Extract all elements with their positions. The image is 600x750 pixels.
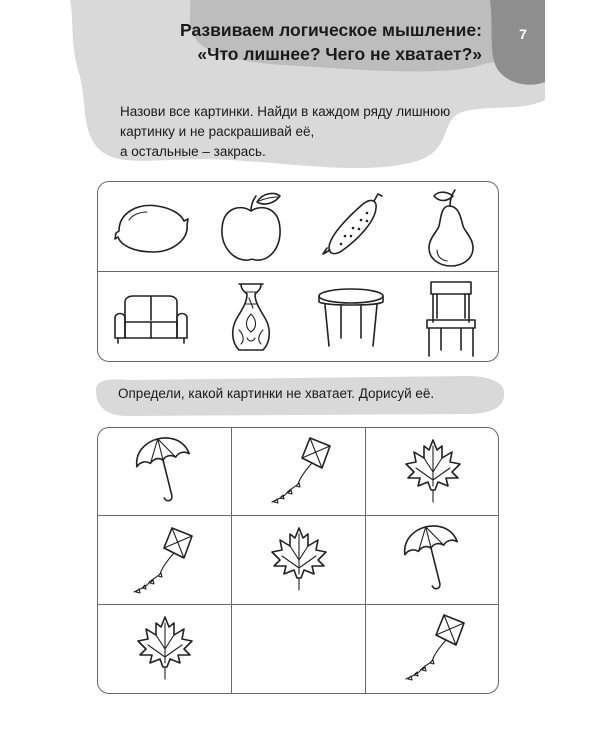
pear-picture[interactable] bbox=[401, 184, 501, 270]
grid-cell-maple-leaf[interactable] bbox=[366, 428, 500, 517]
vase-picture[interactable] bbox=[201, 274, 301, 360]
lemon-icon bbox=[101, 184, 201, 270]
missing-picture-grid bbox=[97, 427, 499, 694]
title-line-1: Развиваем логическое мышление: bbox=[180, 20, 482, 40]
maple-leaf-icon bbox=[366, 428, 500, 517]
task2-instruction: Определи, какой картинки не хватает. Дорисуй её. bbox=[118, 386, 435, 401]
page-number: 7 bbox=[519, 26, 527, 42]
sofa-picture[interactable] bbox=[101, 274, 201, 360]
instruction-line-2: картинку и не раскрашивай её, bbox=[120, 124, 315, 139]
kite-icon bbox=[232, 428, 366, 517]
maple-leaf-icon bbox=[98, 605, 232, 694]
maple-leaf-icon bbox=[232, 516, 366, 605]
table-picture[interactable] bbox=[301, 274, 401, 360]
kite-icon bbox=[98, 516, 232, 605]
page-title bbox=[180, 18, 482, 66]
instruction-line-3: а остальные – закрась. bbox=[120, 144, 266, 159]
grid-cell-maple-leaf[interactable] bbox=[98, 605, 232, 694]
lemon-picture[interactable] bbox=[101, 184, 201, 270]
grid-cell-kite[interactable] bbox=[232, 428, 366, 517]
grid-cell-empty[interactable] bbox=[232, 605, 366, 694]
grid-cell-kite[interactable] bbox=[98, 516, 232, 605]
grid-cell-umbrella[interactable] bbox=[98, 428, 232, 517]
kite-icon bbox=[366, 605, 500, 694]
grid-cell-maple-leaf[interactable] bbox=[232, 516, 366, 605]
chair-icon bbox=[401, 274, 501, 360]
table-icon bbox=[301, 274, 401, 360]
grid-cell-kite[interactable] bbox=[366, 605, 500, 694]
apple-icon bbox=[201, 184, 301, 270]
apple-picture[interactable] bbox=[201, 184, 301, 270]
grid-cell-umbrella[interactable] bbox=[366, 516, 500, 605]
umbrella-icon bbox=[98, 428, 232, 517]
cucumber-picture[interactable] bbox=[301, 184, 401, 270]
vase-icon bbox=[201, 274, 301, 360]
odd-one-out-grid bbox=[97, 181, 499, 362]
instruction-line-1: Назови все картинки. Найди в каждом ряду лишнюю bbox=[120, 104, 451, 119]
task1-instruction bbox=[120, 102, 460, 162]
title-line-2: «Что лишнее? Чего не хватает?» bbox=[197, 44, 482, 64]
row-divider bbox=[98, 271, 498, 272]
pear-icon bbox=[401, 184, 501, 270]
umbrella-icon bbox=[366, 516, 500, 605]
cucumber-icon bbox=[301, 184, 401, 270]
sofa-icon bbox=[101, 274, 201, 360]
chair-picture[interactable] bbox=[401, 274, 501, 360]
